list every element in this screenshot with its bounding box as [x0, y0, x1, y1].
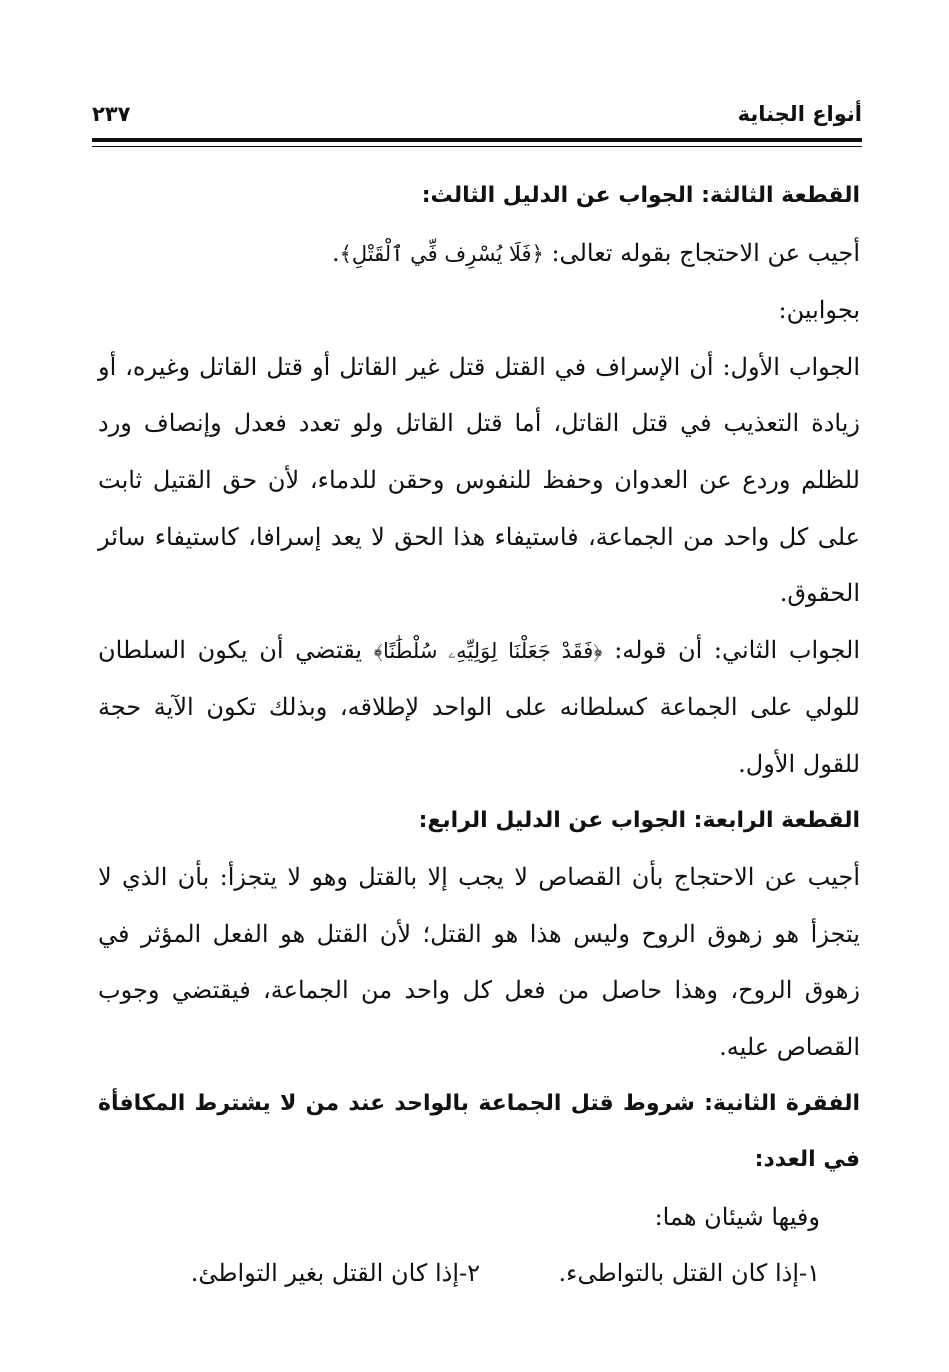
body-text [98, 168, 860, 1302]
quran-verse: ﴿فَقَدْ جَعَلْنَا لِوَلِيِّهِۦ سُلْطَٰنًا﴾ [373, 638, 603, 663]
header-rule-thin [92, 146, 862, 147]
list-item: ١-إذا كان القتل بالتواطىء. [558, 1259, 820, 1288]
answer-second-body: يقتضي أن يكون السلطان للولي على الجماعة كسلطانه على الواحد لإطلاقه، وبذلك تكون الآية حجة للقول الأول. [98, 635, 860, 778]
quran-verse: ﴿فَلَا يُسْرِف فِّي ٱلْقَتْلِ﴾ [339, 241, 544, 266]
chapter-title: أنواع الجناية [737, 102, 862, 126]
section-heading-fourth: القطعة الرابعة: الجواب عن الدليل الرابع: [418, 807, 860, 833]
list-item: ٢-إذا كان القتل بغير التواطئ. [190, 1259, 480, 1288]
third-intro [98, 225, 860, 283]
answer-first: الجواب الأول: أن الإسراف في القتل قتل غير القاتل أو قتل القاتل وغيره، أو زيادة التعذيب في قتل القاتل، أما قتل القاتل ولو تعدد فعدل وإنصاف ورد للظلم وردع عن العدوان وحفظ للنفوس وحقن للدماء، لأن حق القتيل ثابت على كل واحد من الجماعة، فاستيفاء هذا الحق لا يعد إسرافا، كاستيفاء سائر الحقوق. [98, 352, 860, 608]
section-heading-third: القطعة الثالثة: الجواب عن الدليل الثالث: [421, 183, 860, 208]
second-intro: وفيها شيئان هما: [654, 1202, 820, 1231]
answer-second [98, 622, 860, 793]
paragraph-heading-second: الفقرة الثانية: شروط قتل الجماعة بالواحد عند من لا يشترط المكافأة في العدد: [98, 1090, 860, 1173]
page-header [92, 96, 862, 136]
answer-second-intro: الجواب الثاني: أن قوله: [602, 635, 860, 664]
header-rule-thick [92, 138, 862, 142]
page-number: ٢٣٧ [92, 102, 131, 126]
conditions-list [98, 1245, 860, 1302]
fourth-body: أجيب عن الاحتجاج بأن القصاص لا يجب إلا بالقتل وهو لا يتجزأ: بأن الذي لا يتجزأ هو زهوق الروح وليس هذا هو القتل؛ لأن القتل هو الفعل المؤثر في زهوق الروح، وهذا حاصل من فعل كل واحد من الجماعة، فيقتضي وجوب القصاص عليه. [98, 863, 860, 1061]
third-intro-end: . [331, 238, 340, 267]
third-intro-text: أجيب عن الاحتجاج بقوله تعالى: [543, 238, 860, 267]
two-answers-label: بجوابين: [778, 296, 860, 325]
